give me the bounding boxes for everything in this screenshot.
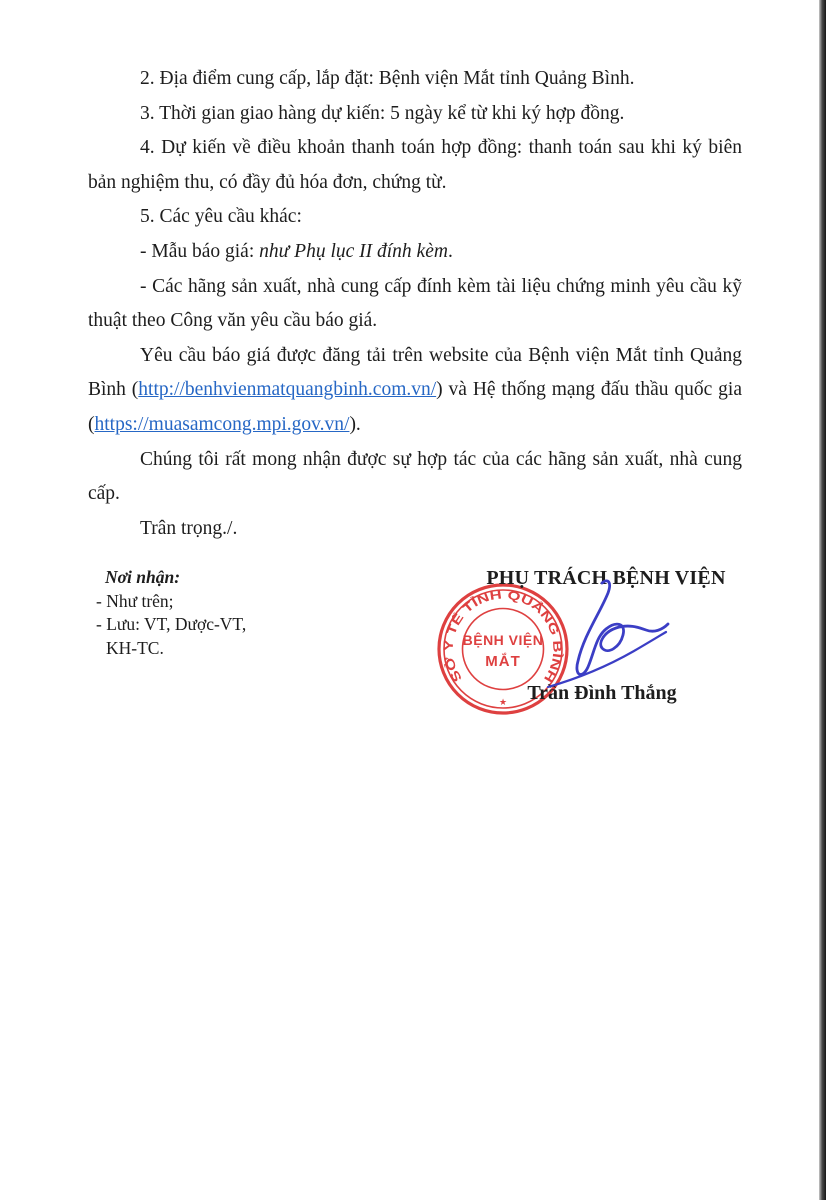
paragraph-delivery-time: 3. Thời gian giao hàng dự kiến: 5 ngày kể từ khi ký hợp đồng.: [140, 102, 625, 124]
signature-ink: [538, 577, 683, 702]
signature-main-stroke: [577, 581, 668, 675]
paragraph-cooperation: Chúng tôi rất mong nhận được sự hợp tác của các hãng sản xuất, nhà cung cấp.: [88, 448, 742, 505]
websites-text-3: ).: [349, 413, 361, 435]
signer-title: PHỤ TRÁCH BỆNH VIỆN: [486, 567, 726, 589]
quote-template-period: .: [447, 240, 453, 262]
websites-text-2: ) và Hệ thống mạng đấu thầu quốc gia (: [88, 379, 742, 435]
signature-underline-stroke: [548, 632, 666, 687]
recipient-item: - Như trên;: [96, 590, 174, 611]
scan-edge-shadow: [819, 0, 826, 1200]
quote-template-appendix: như Phụ lục II đính kèm: [259, 240, 448, 262]
websites-text-1: Yêu cầu báo giá được đăng tải trên website của Bệnh viện Mắt tỉnh Quảng Bình (: [88, 344, 742, 401]
stamp-inner-ring: [463, 609, 544, 690]
paragraph-location: 2. Địa điểm cung cấp, lắp đặt: Bệnh viện Mắt tỉnh Quảng Bình.: [140, 68, 635, 89]
recipients-block: [96, 566, 316, 660]
quote-template-text: - Mẫu báo giá:: [140, 240, 260, 262]
paragraph-manufacturers: - Các hãng sản xuất, nhà cung cấp đính kèm tài liệu chứng minh yêu cầu kỹ thuật theo Công văn yêu cầu báo giá.: [88, 275, 742, 332]
stamp-ring-text: SỞ Y TẾ TỈNH QUẢNG BÌNH: [441, 587, 565, 685]
stamp-star-icon: ★: [498, 697, 508, 707]
paragraph-websites: [88, 339, 742, 443]
recipient-item: KH-TC.: [106, 637, 164, 658]
paragraph-regards: Trân trọng./.: [140, 517, 238, 539]
letter-body: [88, 62, 742, 546]
stamp-center-line1: BỆNH VIỆN: [462, 632, 544, 648]
hospital-website-link[interactable]: http://benhvienmatquangbinh.com.vn/: [138, 379, 437, 401]
procurement-website-link[interactable]: https://muasamcong.mpi.gov.vn/: [94, 413, 350, 435]
signer-name: Trần Đình Thắng: [527, 682, 677, 704]
recipient-item: - Lưu: VT, Dược-VT,: [96, 614, 247, 634]
paragraph-payment-terms: 4. Dự kiến về điều khoản thanh toán hợp đồng: thanh toán sau khi ký biên bản nghiệm thu, có đầy đủ hóa đơn, chứng từ.: [88, 137, 742, 193]
recipients-title: Nơi nhận:: [105, 567, 181, 587]
paragraph-other-requirements: 5. Các yêu cầu khác:: [140, 206, 302, 228]
paragraph-quote-template: [88, 235, 742, 270]
stamp-center-line2: MẮT: [485, 653, 521, 670]
